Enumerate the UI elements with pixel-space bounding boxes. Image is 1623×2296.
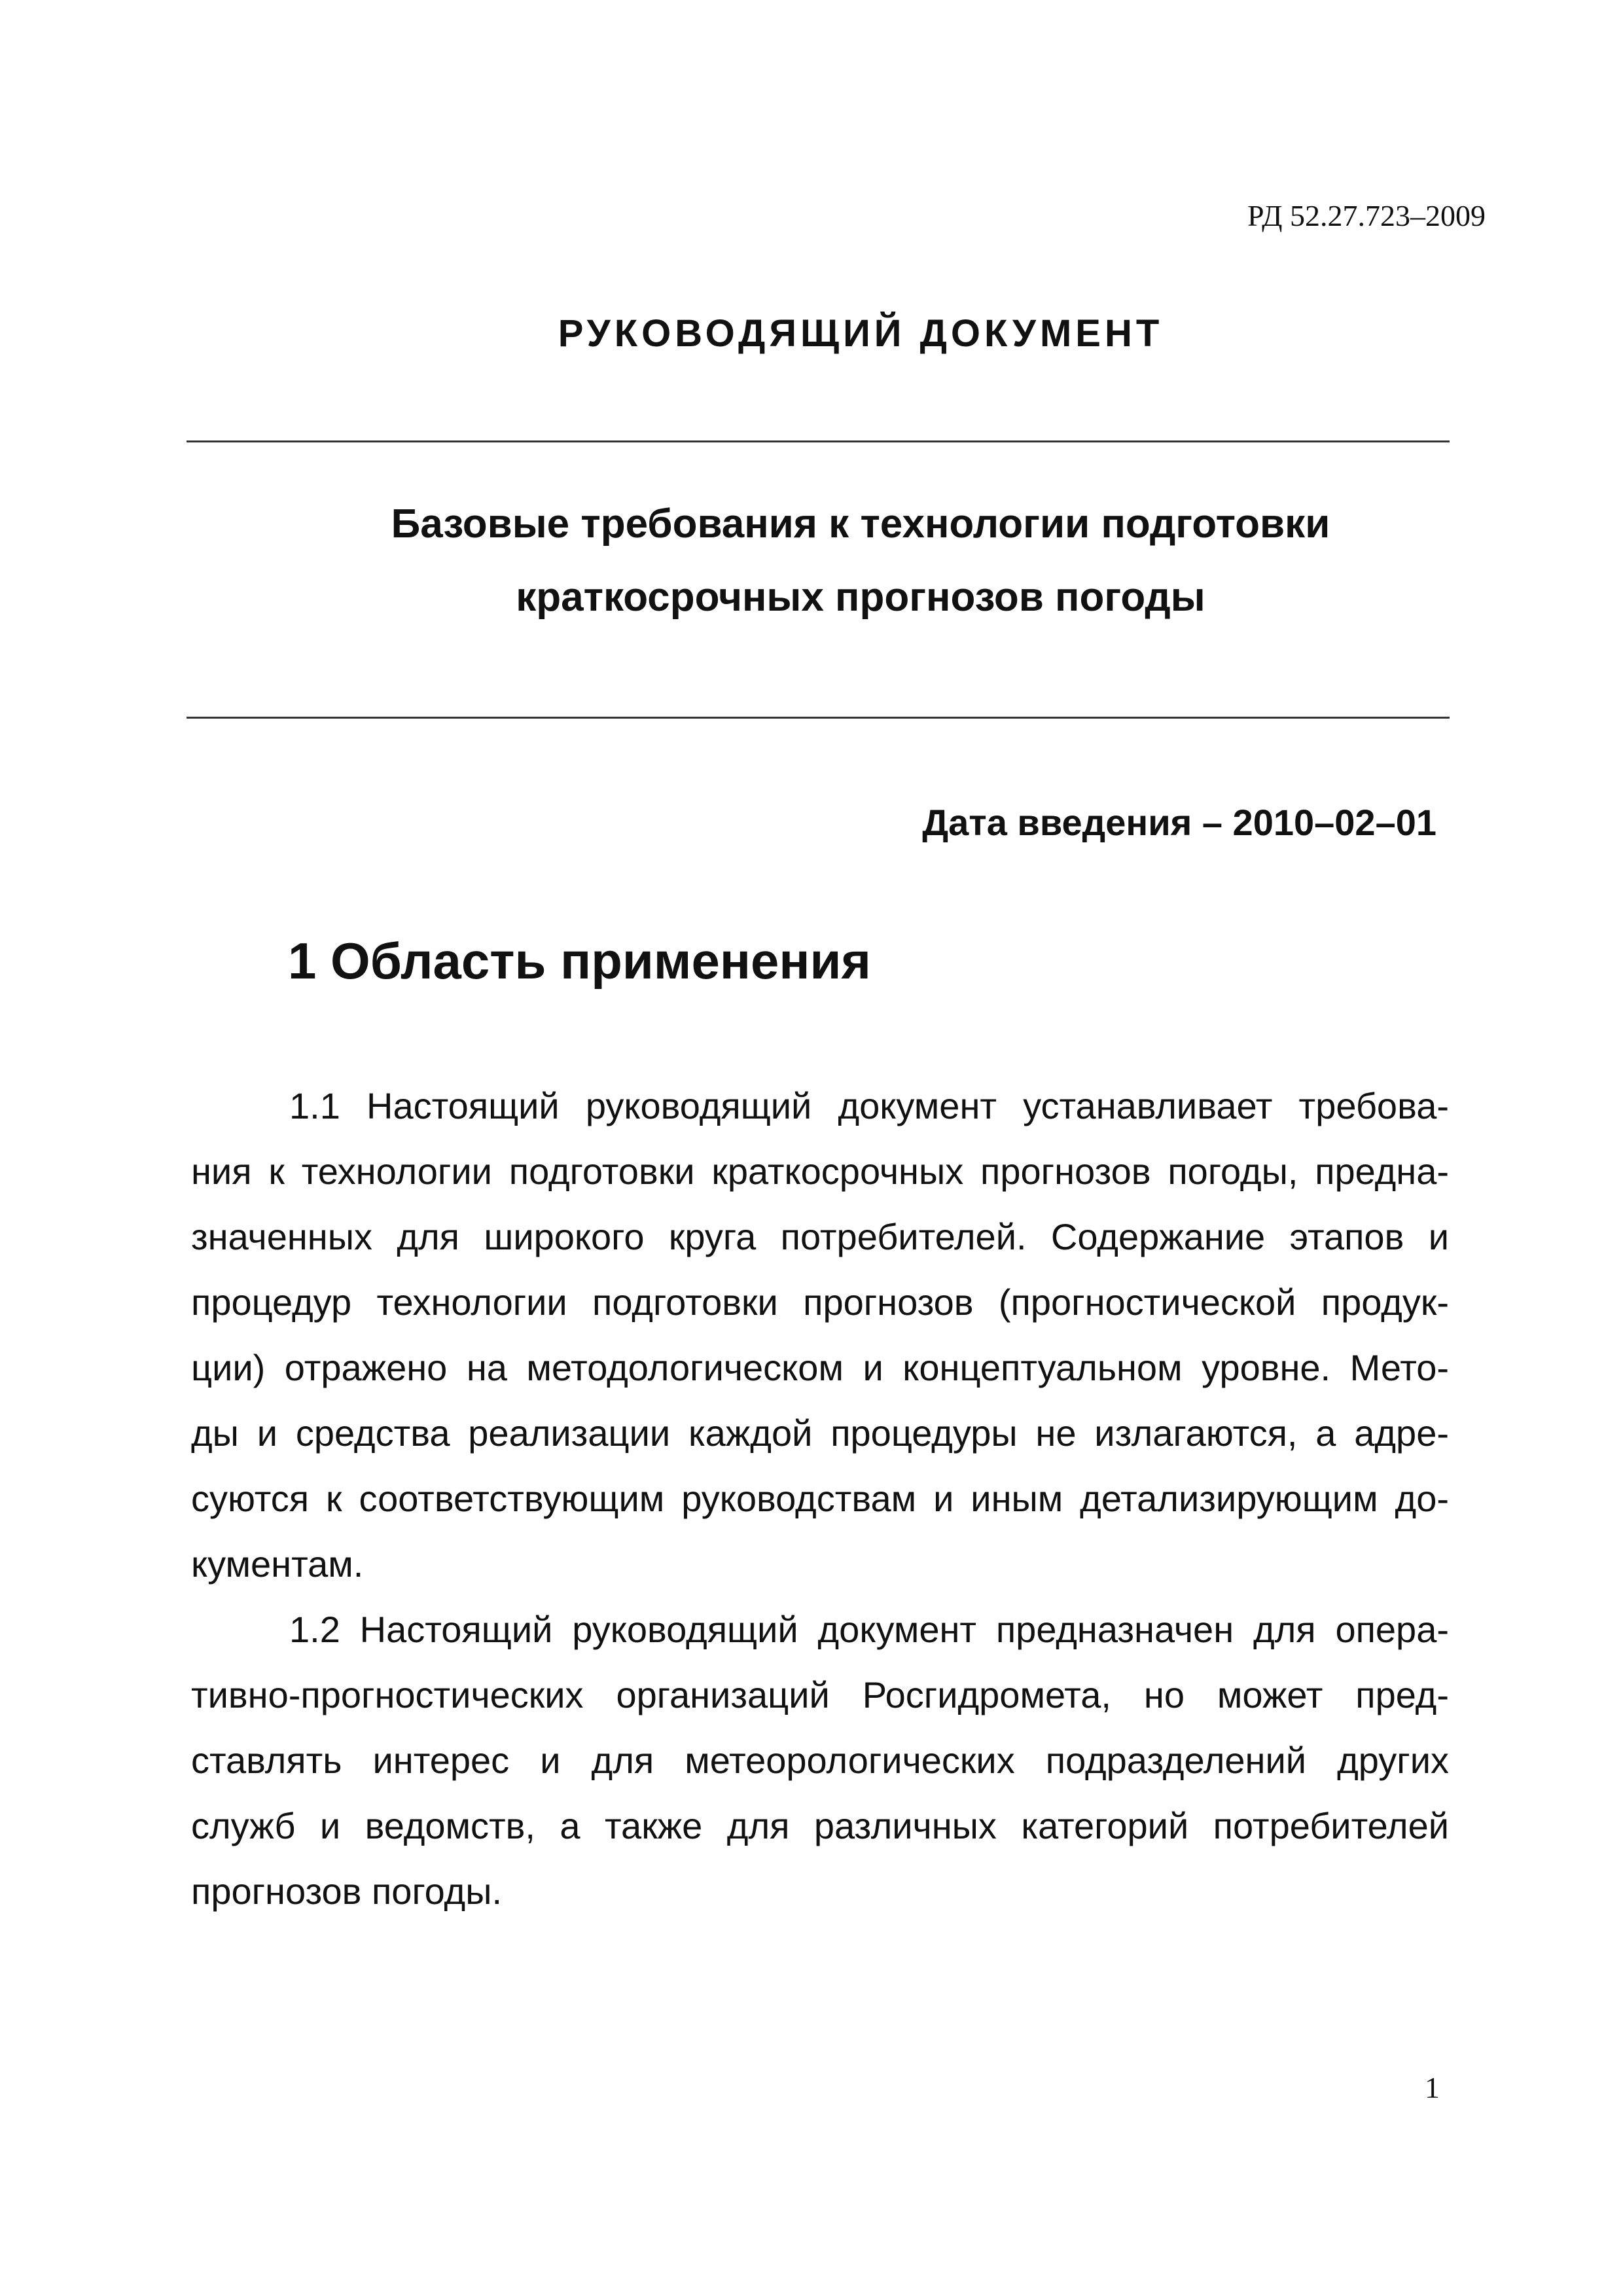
document-kind-heading: РУКОВОДЯЩИЙ ДОКУМЕНТ [558,312,1164,355]
text-line: прогнозов погоды. [191,1871,503,1912]
text-line: значенных для широкого круга потребителей. Содержание этапов и [191,1216,1449,1257]
section-heading: 1 Область применения [288,932,871,990]
text-line: процедур технологии подготовки прогнозов (прогностической продук- [191,1282,1449,1323]
document-title [187,488,1535,634]
introduction-date: Дата введения – 2010–02–01 [922,802,1436,843]
text-line: ставлять интерес и для метеорологических подразделений других [191,1740,1449,1781]
section-body [191,1073,1449,1924]
text-line: тивно-прогностических организаций Росгидромета, но может пред- [191,1674,1449,1715]
document-code: РД 52.27.723–2009 [1247,199,1486,232]
paragraph-1-2 [191,1597,1449,1924]
text-line: ции) отражено на методологическом и концептуальном уровне. Мето- [191,1347,1449,1388]
text-line: кументам. [191,1543,364,1585]
paragraph-1-1 [191,1073,1449,1597]
title-line: краткосрочных прогнозов погоды [516,575,1205,620]
top-divider [187,440,1450,442]
text-line: служб и ведомств, а также для различных категорий потребителей [191,1805,1449,1846]
text-line: 1.1 Настоящий руководящий документ устанавливает требова- [289,1085,1449,1126]
text-line: суются к соответствующим руководствам и иным детализирующим до- [191,1478,1449,1519]
text-line: ния к технологии подготовки краткосрочных прогнозов погоды, предна- [191,1151,1449,1192]
text-line: 1.2 Настоящий руководящий документ предназначен для опера- [289,1609,1449,1650]
title-line: Базовые требования к технологии подготовки [391,501,1330,547]
text-line: ды и средства реализации каждой процедуры не излагаются, а адре- [191,1412,1449,1454]
bottom-divider [187,717,1450,719]
page-number: 1 [1425,2071,1440,2104]
